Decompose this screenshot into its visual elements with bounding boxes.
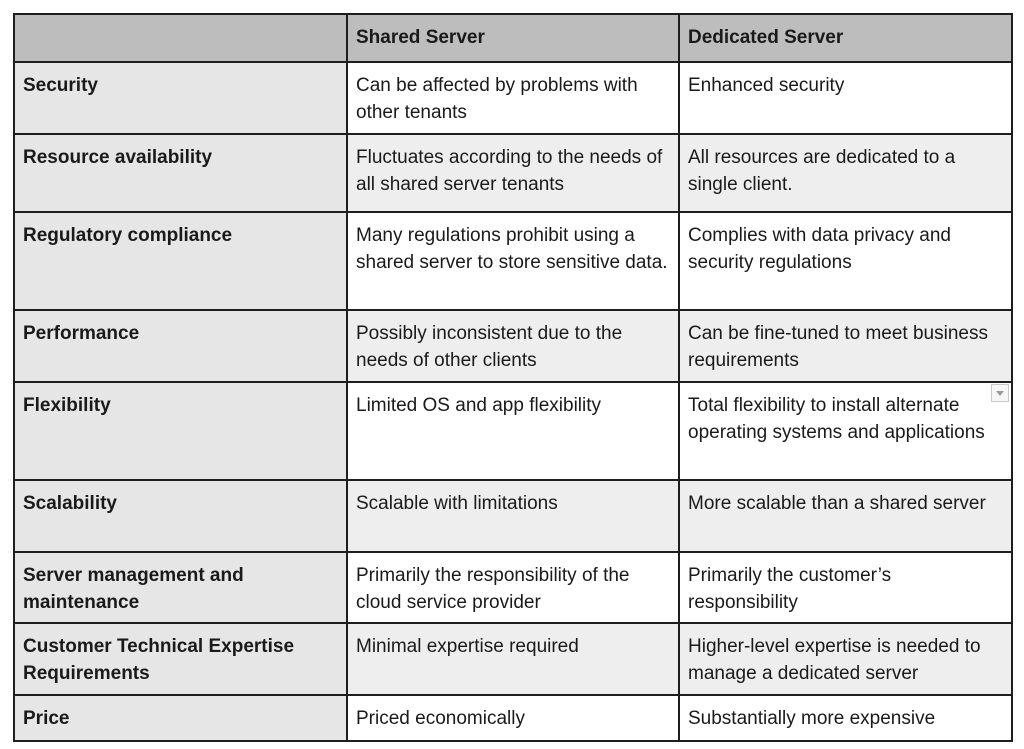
dedicated-server-cell: Primarily the customer’s responsibility: [679, 552, 1012, 623]
row-label: Performance: [14, 310, 347, 382]
shared-server-cell: Scalable with limitations: [347, 480, 679, 552]
row-label: Regulatory compliance: [14, 212, 347, 310]
row-label: Server management and maintenance: [14, 552, 347, 623]
row-label: Security: [14, 62, 347, 134]
shared-server-cell: Priced economically: [347, 695, 679, 741]
table-row: [14, 552, 1012, 623]
chevron-down-icon[interactable]: [991, 384, 1009, 402]
row-label: Flexibility: [14, 382, 347, 480]
dedicated-server-cell: Enhanced security: [679, 62, 1012, 134]
table-row: [14, 212, 1012, 310]
row-label: Scalability: [14, 480, 347, 552]
dedicated-server-cell: Complies with data privacy and security regulations: [679, 212, 1012, 310]
table-row: [14, 134, 1012, 212]
table-row: [14, 310, 1012, 382]
shared-server-cell: Minimal expertise required: [347, 623, 679, 695]
dedicated-server-cell: Higher-level expertise is needed to manage a dedicated server: [679, 623, 1012, 695]
header-row: [14, 14, 1012, 62]
row-label: Customer Technical Expertise Requirements: [14, 623, 347, 695]
shared-server-cell: Limited OS and app flexibility: [347, 382, 679, 480]
dedicated-server-text: Total flexibility to install alternate operating systems and applications: [688, 395, 985, 443]
table-row: [14, 62, 1012, 134]
dedicated-server-cell: [679, 382, 1012, 480]
table-row: [14, 480, 1012, 552]
dedicated-server-cell: More scalable than a shared server: [679, 480, 1012, 552]
header-cell-dedicated-server: Dedicated Server: [679, 14, 1012, 62]
dedicated-server-cell: Can be fine-tuned to meet business requirements: [679, 310, 1012, 382]
header-cell-shared-server: Shared Server: [347, 14, 679, 62]
header-cell-empty: [14, 14, 347, 62]
table-row: [14, 382, 1012, 480]
shared-server-cell: Many regulations prohibit using a shared server to store sensitive data.: [347, 212, 679, 310]
table-row: [14, 695, 1012, 741]
comparison-table: [13, 13, 1013, 742]
dedicated-server-cell: Substantially more expensive: [679, 695, 1012, 741]
table-row: [14, 623, 1012, 695]
shared-server-cell: Fluctuates according to the needs of all shared server tenants: [347, 134, 679, 212]
shared-server-cell: Possibly inconsistent due to the needs of other clients: [347, 310, 679, 382]
dedicated-cell-wrap: [688, 392, 1003, 446]
shared-server-cell: Can be affected by problems with other tenants: [347, 62, 679, 134]
dedicated-server-cell: All resources are dedicated to a single client.: [679, 134, 1012, 212]
row-label: Price: [14, 695, 347, 741]
row-label: Resource availability: [14, 134, 347, 212]
shared-server-cell: Primarily the responsibility of the cloud service provider: [347, 552, 679, 623]
